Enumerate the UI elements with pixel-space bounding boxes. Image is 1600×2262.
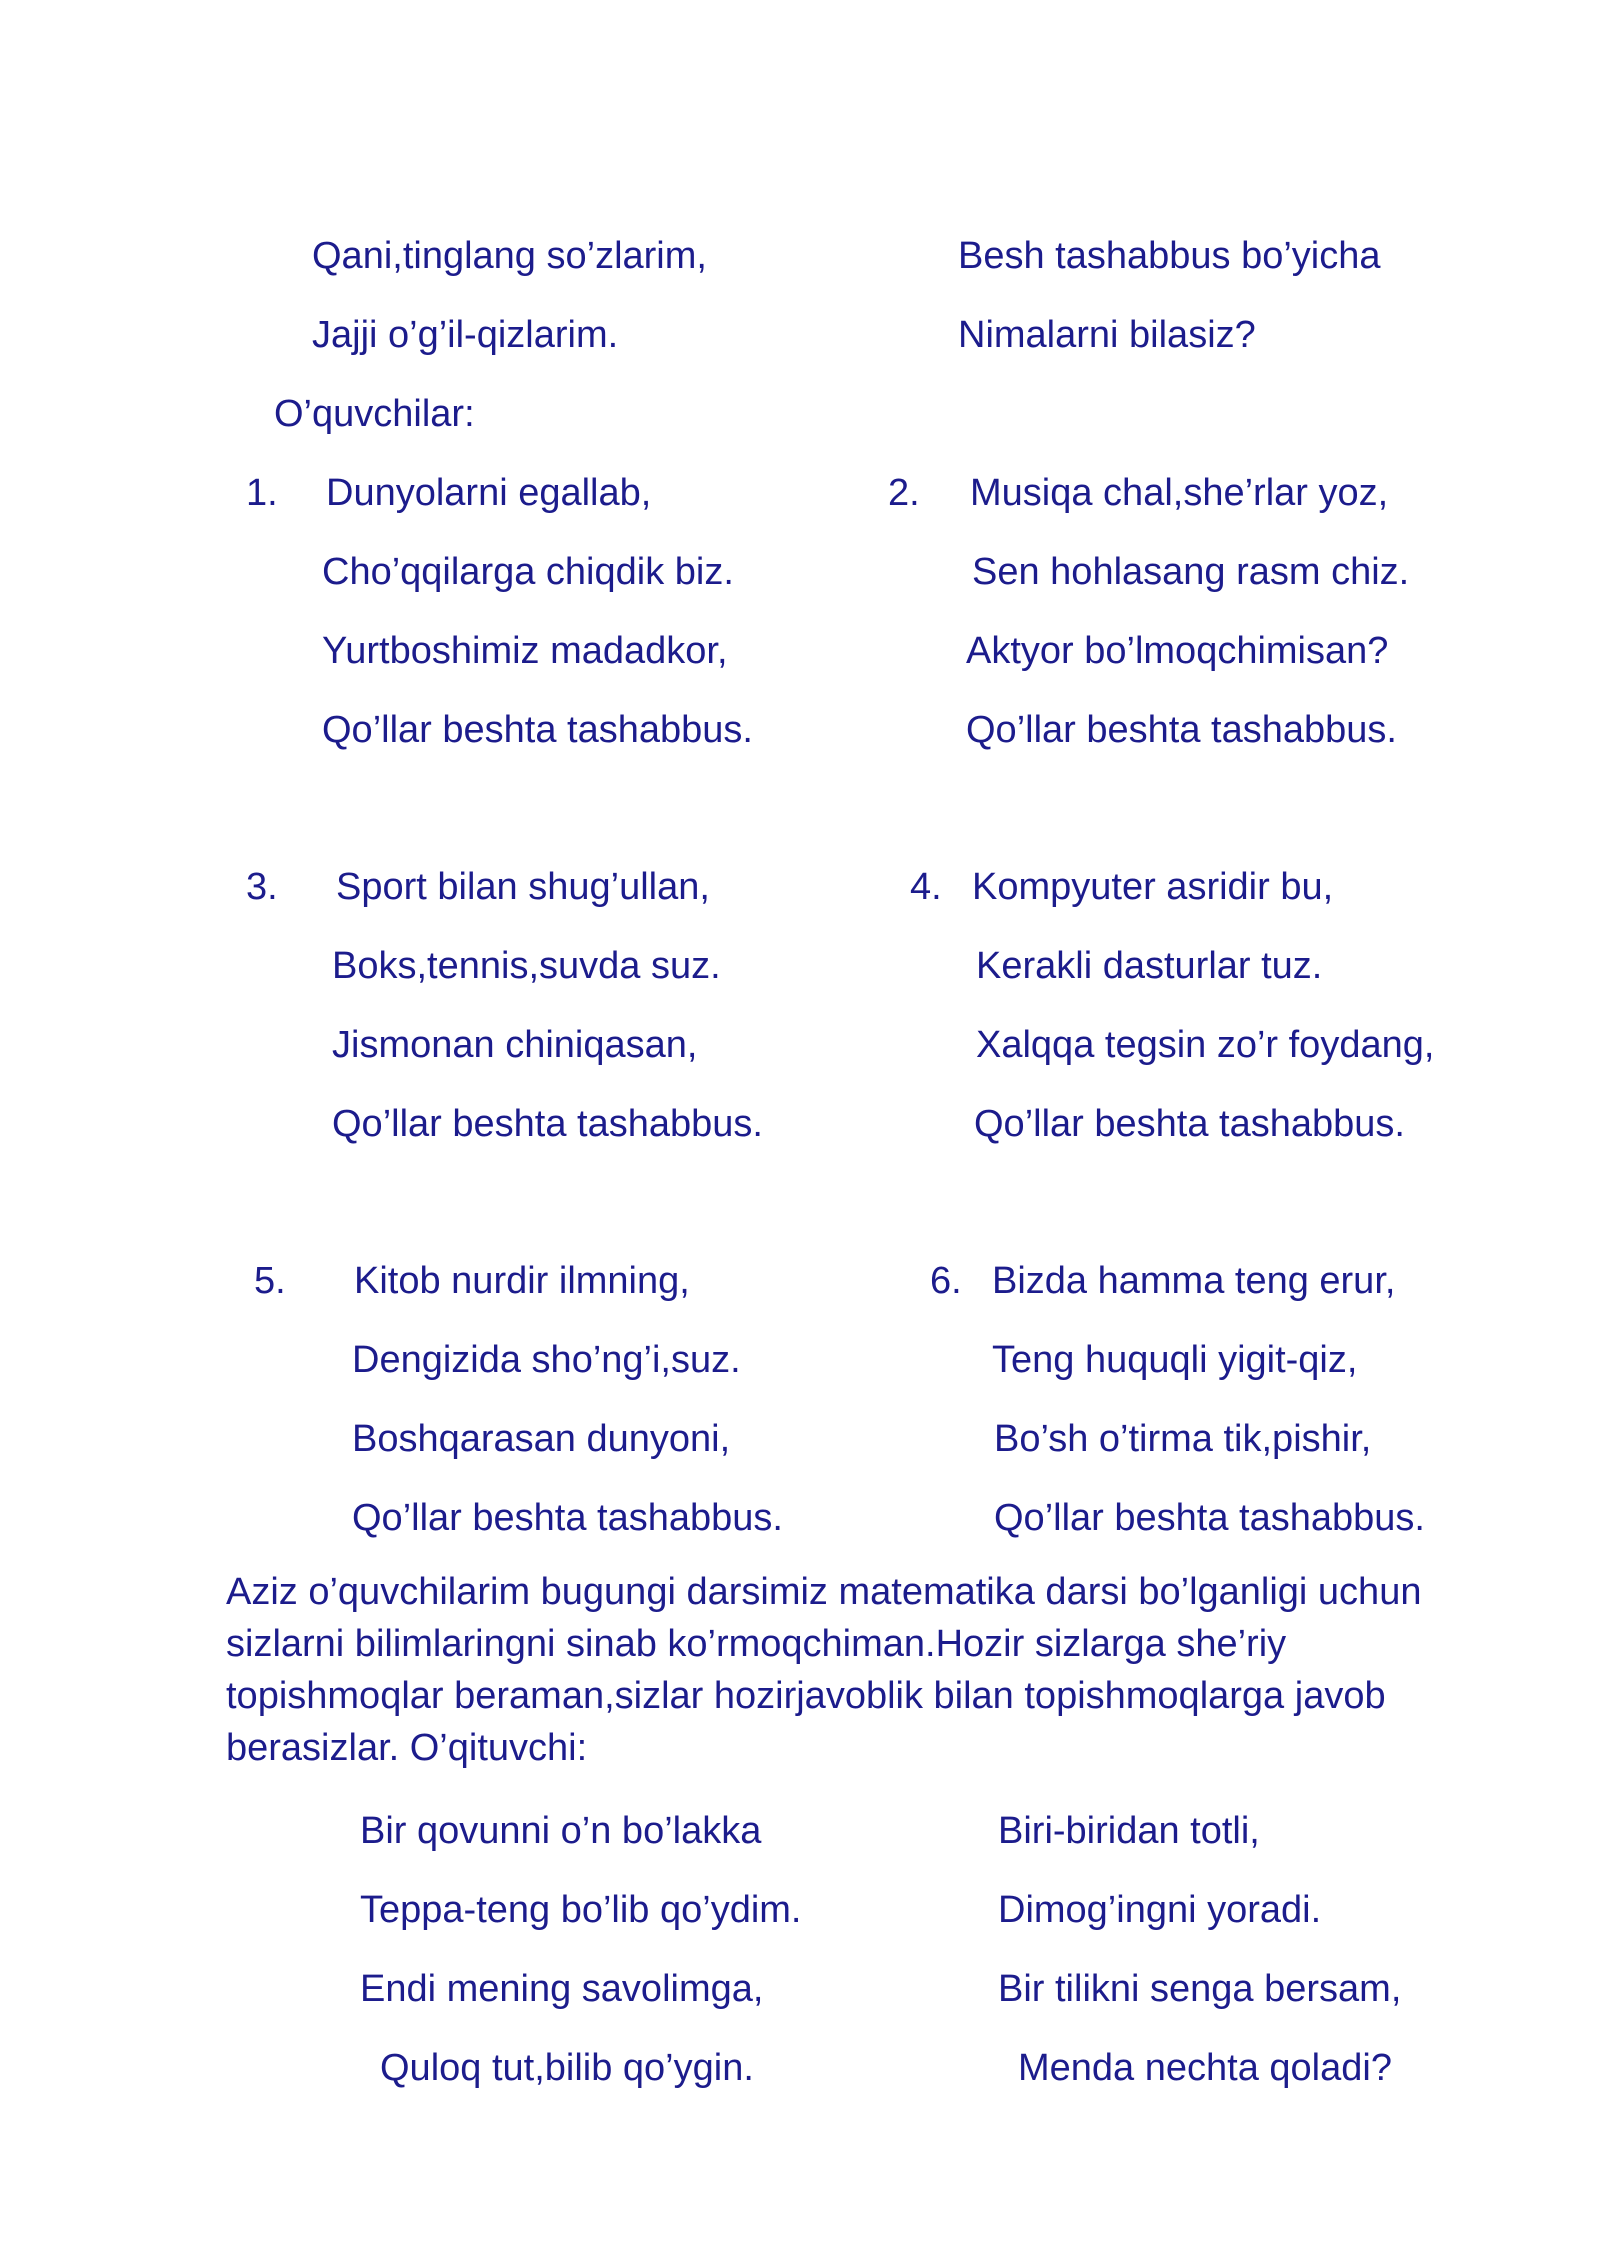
riddle-left-line-1: Bir qovunni o’n bo’lakka xyxy=(360,1810,762,1852)
riddle-left-line-3: Endi mening savolimga, xyxy=(360,1968,764,2010)
riddle-right-line-2: Dimog’ingni yoradi. xyxy=(998,1889,1322,1931)
intro-left-line-2: Jajji o’g’il-qizlarim. xyxy=(312,314,619,356)
riddle-right-line-3: Bir tilikni senga bersam, xyxy=(998,1968,1402,2010)
stanza-5-line-2: Dengizida sho’ng’i,suz. xyxy=(352,1339,741,1381)
riddle-left-line-4: Quloq tut,bilib qo’ygin. xyxy=(380,2047,754,2089)
stanza-5-line-3: Boshqarasan dunyoni, xyxy=(352,1418,731,1460)
stanza-number-4: 4. xyxy=(910,866,942,908)
riddle-right-line-1: Biri-biridan totli, xyxy=(998,1810,1260,1852)
intro-left-line-1: Qani,tinglang so’zlarim, xyxy=(312,235,707,277)
stanza-6-line-2: Teng huquqli yigit-qiz, xyxy=(992,1339,1358,1381)
stanza-4-line-3: Xalqqa tegsin zo’r foydang, xyxy=(976,1024,1435,1066)
stanza-5-line-1: Kitob nurdir ilmning, xyxy=(354,1260,690,1302)
stanza-number-5: 5. xyxy=(254,1260,286,1302)
riddle-right-line-4: Menda nechta qoladi? xyxy=(1018,2047,1392,2089)
stanza-3-line-1: Sport bilan shug’ullan, xyxy=(336,866,710,908)
stanza-3-line-4: Qo’llar beshta tashabbus. xyxy=(332,1103,763,1145)
stanza-3-line-3: Jismonan chiniqasan, xyxy=(332,1024,698,1066)
teacher-paragraph: Aziz o’quvchilarim bugungi darsimiz matematika darsi bo’lganligi uchun sizlarni bilimlaringni sinab ko’rmoqchiman.Hozir sizlarga she’riy topishmoqlar beraman,sizlar hozirjavoblik bilan topishmoqlarga javob berasizlar. O’qituvchi: xyxy=(226,1571,1422,1769)
stanza-1-line-3: Yurtboshimiz madadkor, xyxy=(322,630,728,672)
stanza-2-line-1: Musiqa chal,she’rlar yoz, xyxy=(970,472,1389,514)
stanza-1-line-2: Cho’qqilarga chiqdik biz. xyxy=(322,551,734,593)
pupils-label: O’quvchilar: xyxy=(274,393,475,435)
stanza-2-line-4: Qo’llar beshta tashabbus. xyxy=(966,709,1397,751)
stanza-2-line-3: Aktyor bo’lmoqchimisan? xyxy=(966,630,1389,672)
stanza-number-1: 1. xyxy=(246,472,278,514)
stanza-number-6: 6. xyxy=(930,1260,962,1302)
intro-right-line-1: Besh tashabbus bo’yicha xyxy=(958,235,1381,277)
stanza-4-line-2: Kerakli dasturlar tuz. xyxy=(976,945,1323,987)
stanza-3-line-2: Boks,tennis,suvda suz. xyxy=(332,945,721,987)
stanza-5-line-4: Qo’llar beshta tashabbus. xyxy=(352,1497,783,1539)
stanza-1-line-1: Dunyolarni egallab, xyxy=(326,472,652,514)
riddle-left-line-2: Teppa-teng bo’lib qo’ydim. xyxy=(360,1889,802,1931)
stanza-6-line-1: Bizda hamma teng erur, xyxy=(992,1260,1396,1302)
stanza-2-line-2: Sen hohlasang rasm chiz. xyxy=(972,551,1410,593)
intro-right-line-2: Nimalarni bilasiz? xyxy=(958,314,1256,356)
stanza-number-2: 2. xyxy=(888,472,920,514)
stanza-6-line-4: Qo’llar beshta tashabbus. xyxy=(994,1497,1425,1539)
stanza-number-3: 3. xyxy=(246,866,278,908)
stanza-6-line-3: Bo’sh o’tirma tik,pishir, xyxy=(994,1418,1372,1460)
stanza-4-line-4: Qo’llar beshta tashabbus. xyxy=(974,1103,1405,1145)
stanza-4-line-1: Kompyuter asridir bu, xyxy=(972,866,1334,908)
stanza-1-line-4: Qo’llar beshta tashabbus. xyxy=(322,709,753,751)
